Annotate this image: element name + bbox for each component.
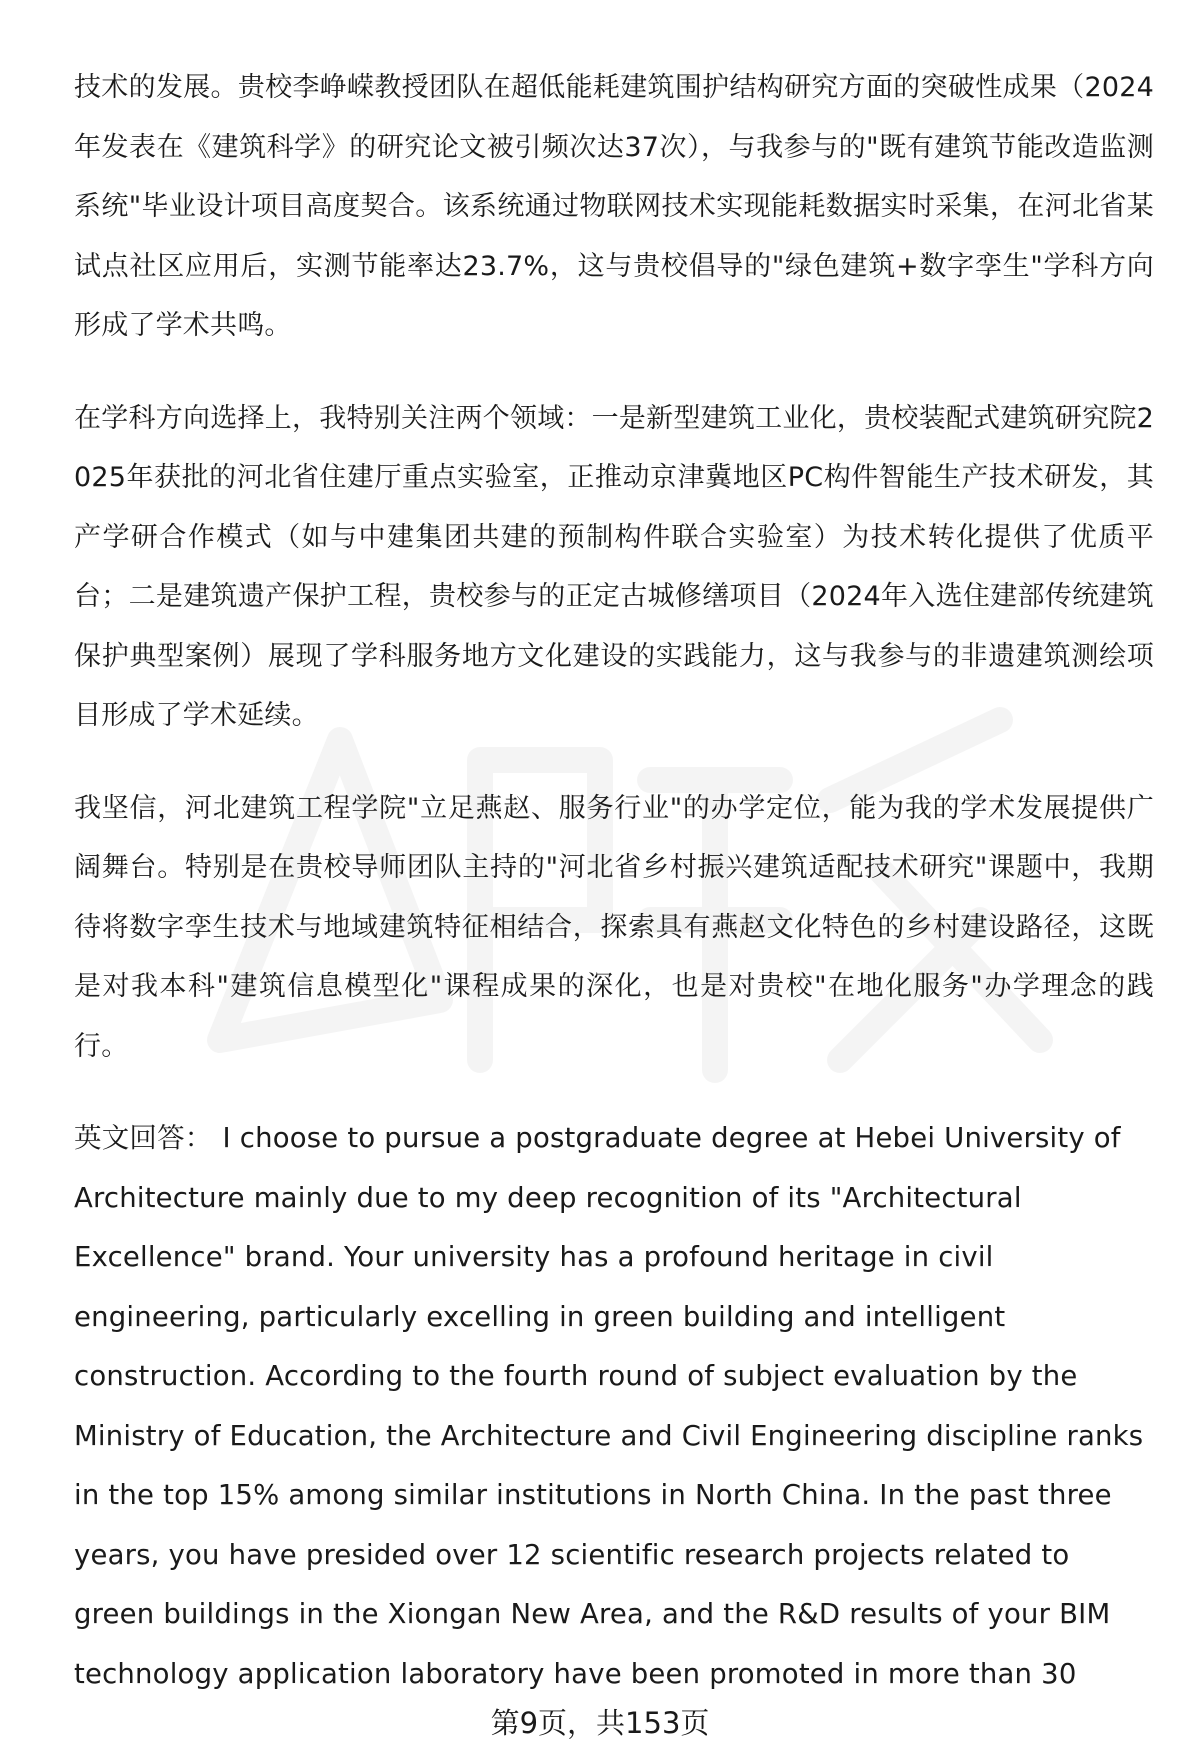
english-answer-text: I choose to pursue a postgraduate degree at Hebei University of Architecture mainly due to my deep recognition of its "Architectural Excellence" brand. Your university has a profound heritage in civil engineering, particularly excelling in green building and intelligent construction. According to the fourth round of subject evaluation by the Ministry of Education, the Architecture and Civil Engineering discipline ranks in the top 15% among similar institutions in North China. In the past three years, you have presided over 12 scientific research projects related to green buildings in the Xiongan New Area, and the R&D results of your BIM technology application laboratory have been promoted in more than 30 — [74, 1122, 1144, 1690]
page-number-footer: 第9页，共153页 — [490, 1706, 710, 1740]
english-answer-paragraph — [74, 1109, 1154, 1704]
paragraph-3: 我坚信，河北建筑工程学院"立足燕赵、服务行业"的办学定位，能为我的学术发展提供广阔舞台。特别是在贵校导师团队主持的"河北省乡村振兴建筑适配技术研究"课题中，我期待将数字孪生技术与地域建筑特征相结合，探索具有燕赵文化特色的乡村建设路径，这既是对我本科"建筑信息模型化"课程成果的深化，也是对贵校"在地化服务"办学理念的践行。 — [74, 792, 1154, 1062]
paragraph-2: 在学科方向选择上，我特别关注两个领域：一是新型建筑工业化，贵校装配式建筑研究院2025年获批的河北省住建厅重点实验室，正推动京津冀地区PC构件智能生产技术研发，其产学研合作模式（如与中建集团共建的预制构件联合实验室）为技术转化提供了优质平台；二是建筑遗产保护工程，贵校参与的正定古城修缮项目（2024年入选住建部传统建筑保护典型案例）展现了学科服务地方文化建设的实践能力，这与我参与的非遗建筑测绘项目形成了学术延续。 — [74, 402, 1154, 731]
paragraph-1: 技术的发展。贵校李峥嵘教授团队在超低能耗建筑围护结构研究方面的突破性成果（2024年发表在《建筑科学》的研究论文被引频次达37次），与我参与的"既有建筑节能改造监测系统"毕业设计项目高度契合。该系统通过物联网技术实现能耗数据实时采集，在河北省某试点社区应用后，实测节能率达23.7%，这与贵校倡导的"绿色建筑+数字孪生"学科方向形成了学术共鸣。 — [74, 72, 1154, 341]
english-answer-label: 英文回答： — [74, 1122, 213, 1154]
document-body — [74, 58, 1154, 1704]
